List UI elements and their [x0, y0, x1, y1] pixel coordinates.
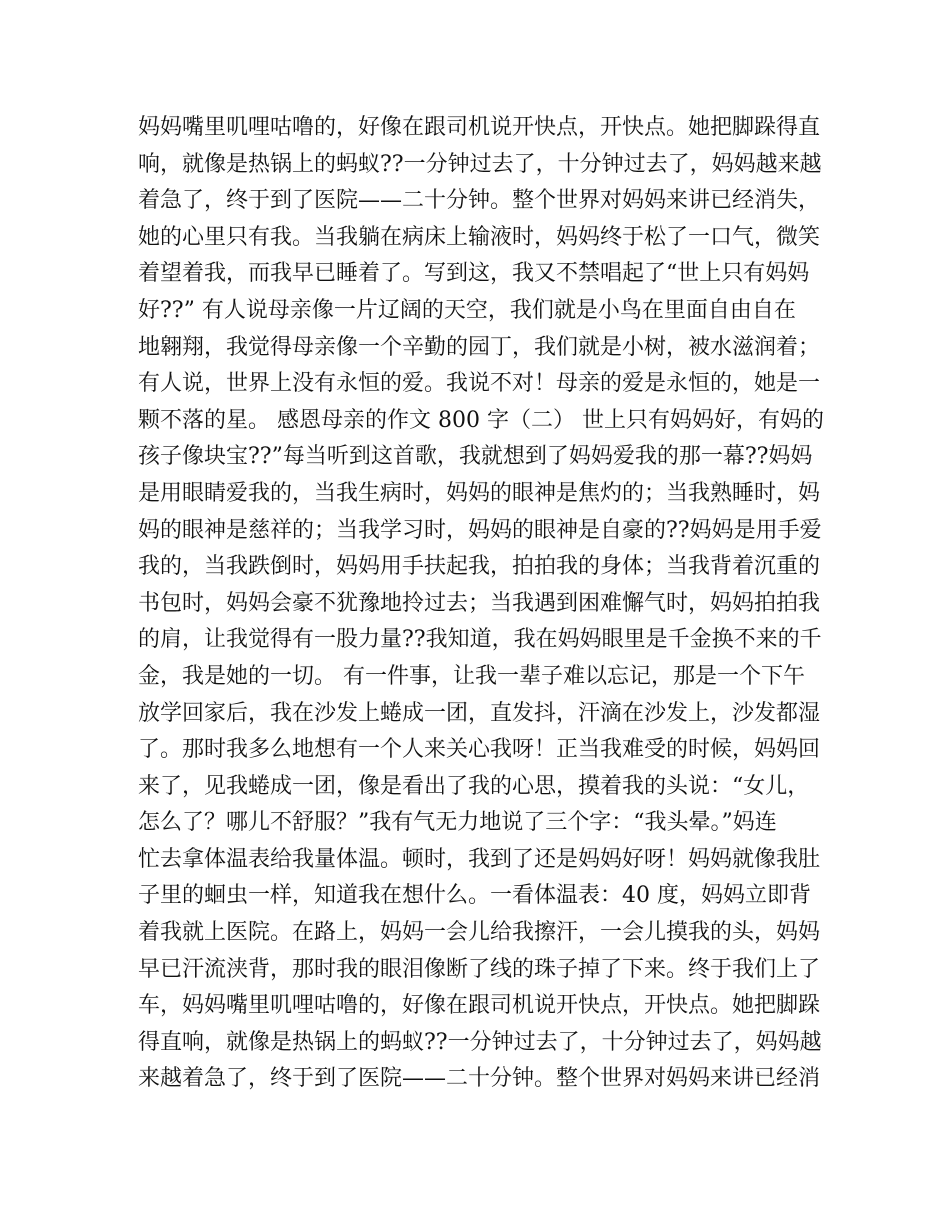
text-line: 怎么了？哪儿不舒服？”我有气无力地说了三个字：“我头晕。”妈连	[138, 810, 777, 836]
text-line: 子里的蛔虫一样，知道我在想什么。一看体温表：40 度，妈妈立即背	[138, 883, 811, 909]
text-line: 忙去拿体温表给我量体温。顿时，我到了还是妈妈好呀！妈妈就像我肚	[138, 846, 821, 872]
text-line: 车，妈妈嘴里叽哩咕噜的，好像在跟司机说开快点，开快点。她把脚跺	[138, 993, 821, 1019]
text-line: 的肩，让我觉得有一股力量??我知道，我在妈妈眼里是千金换不来的千	[138, 627, 822, 653]
text-line: 金，我是她的一切。 有一件事，让我一辈子难以忘记，那是一个下午	[138, 663, 805, 689]
text-line: 了。那时我多么地想有一个人来关心我呀！正当我难受的时候，妈妈回	[138, 737, 821, 763]
text-line: 有人说，世界上没有永恒的爱。我说不对！母亲的爱是永恒的，她是一	[138, 371, 821, 397]
text-line: 得直响，就像是热锅上的蚂蚁??一分钟过去了，十分钟过去了，妈妈越	[138, 1029, 822, 1055]
text-line: 着望着我，而我早已睡着了。写到这，我又不禁唱起了“世上只有妈妈	[138, 261, 810, 287]
text-line: 地翱翔，我觉得母亲像一个辛勤的园丁，我们就是小树，被水滋润着；	[138, 334, 821, 360]
text-line: 放学回家后，我在沙发上蜷成一团，直发抖，汗滴在沙发上，沙发都湿	[138, 700, 821, 726]
text-line: 妈的眼神是慈祥的；当我学习时，妈妈的眼神是自豪的??妈妈是用手爱	[138, 517, 822, 543]
text-line: 孩子像块宝??”每当听到这首歌，我就想到了妈妈爱我的那一幕??妈妈	[138, 444, 813, 470]
text-line: 着急了，终于到了医院——二十分钟。整个世界对妈妈来讲已经消失，	[138, 188, 821, 214]
text-line: 我的，当我跌倒时，妈妈用手扶起我，拍拍我的身体；当我背着沉重的	[138, 554, 821, 580]
text-line: 是用眼睛爱我的，当我生病时，妈妈的眼神是焦灼的；当我熟睡时，妈	[138, 480, 821, 506]
text-line: 来了，见我蜷成一团，像是看出了我的心思，摸着我的头说：“女儿，	[138, 773, 810, 799]
text-line: 颗不落的星。 感恩母亲的作文 800 字（二） 世上只有妈妈好，有妈的	[138, 407, 824, 433]
text-line: 她的心里只有我。当我躺在病床上输液时，妈妈终于松了一口气，微笑	[138, 224, 821, 250]
text-line: 书包时，妈妈会豪不犹豫地拎过去；当我遇到困难懈气时，妈妈拍拍我	[138, 590, 821, 616]
text-line: 妈妈嘴里叽哩咕噜的，好像在跟司机说开快点，开快点。她把脚跺得直	[138, 115, 821, 140]
essay-body	[138, 110, 828, 1098]
text-line: 响，就像是热锅上的蚂蚁??一分钟过去了，十分钟过去了，妈妈越来越	[138, 151, 822, 177]
text-line: 好??” 有人说母亲像一片辽阔的天空，我们就是小鸟在里面自由自在	[138, 297, 796, 323]
text-line: 早已汗流浃背，那时我的眼泪像断了线的珠子掉了下来。终于我们上了	[138, 956, 821, 982]
text-line: 来越着急了，终于到了医院——二十分钟。整个世界对妈妈来讲已经消	[138, 1066, 821, 1092]
text-line: 着我就上医院。在路上，妈妈一会儿给我擦汗，一会儿摸我的头，妈妈	[138, 920, 821, 946]
